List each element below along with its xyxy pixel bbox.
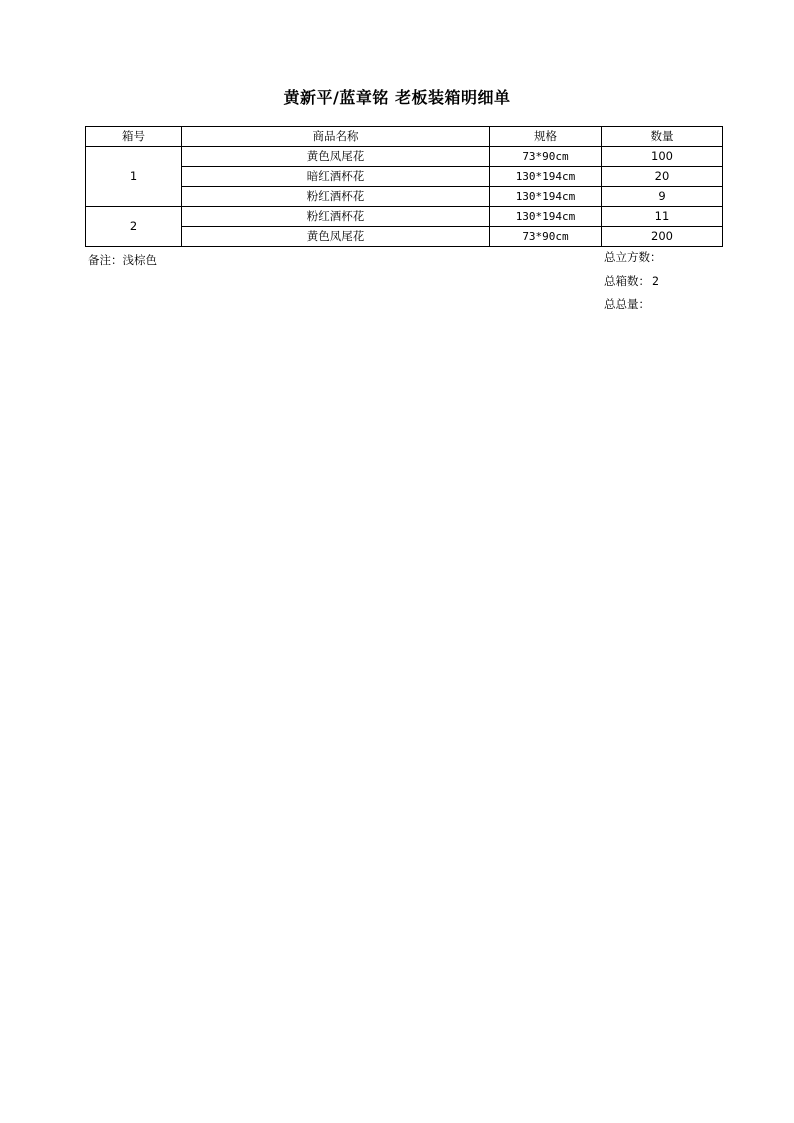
quantity-cell: 11 [602, 207, 723, 227]
header-box-no: 箱号 [86, 127, 182, 147]
quantity-cell: 100 [602, 147, 723, 167]
page-title: 黄新平/蓝章铭 老板装箱明细单 [283, 88, 511, 107]
box-number-cell: 2 [86, 207, 182, 247]
packing-list-table [85, 126, 723, 247]
header-quantity: 数量 [602, 127, 723, 147]
total-weight-line [604, 296, 664, 320]
total-volume-line [604, 249, 664, 273]
spec-cell: 73*90cm [490, 147, 602, 167]
quantity-cell: 200 [602, 227, 723, 247]
table-header-row [86, 127, 723, 147]
product-name-cell: 粉红酒杯花 [182, 187, 490, 207]
header-product-name: 商品名称 [182, 127, 490, 147]
product-name-cell: 黄色凤尾花 [182, 227, 490, 247]
box-number-cell: 1 [86, 147, 182, 207]
quantity-cell: 20 [602, 167, 723, 187]
quantity-cell: 9 [602, 187, 723, 207]
table-row [86, 187, 723, 207]
spec-cell: 130*194cm [490, 207, 602, 227]
remark-text: 备注：浅棕色 [88, 253, 157, 267]
total-boxes-label: 总箱数： [604, 273, 650, 288]
product-name-cell: 黄色凤尾花 [182, 147, 490, 167]
spec-cell: 130*194cm [490, 167, 602, 187]
product-name-cell: 暗红酒杯花 [182, 167, 490, 187]
table-row [86, 207, 723, 227]
table-row [86, 167, 723, 187]
summary-block [604, 249, 664, 320]
total-volume-label: 总立方数： [604, 250, 662, 264]
total-boxes-value: 2 [652, 273, 659, 288]
total-weight-label: 总总量： [604, 297, 650, 311]
table-row [86, 227, 723, 247]
header-spec: 规格 [490, 127, 602, 147]
spec-cell: 130*194cm [490, 187, 602, 207]
spec-cell: 73*90cm [490, 227, 602, 247]
total-boxes-line [604, 273, 664, 297]
table-row [86, 147, 723, 167]
product-name-cell: 粉红酒杯花 [182, 207, 490, 227]
